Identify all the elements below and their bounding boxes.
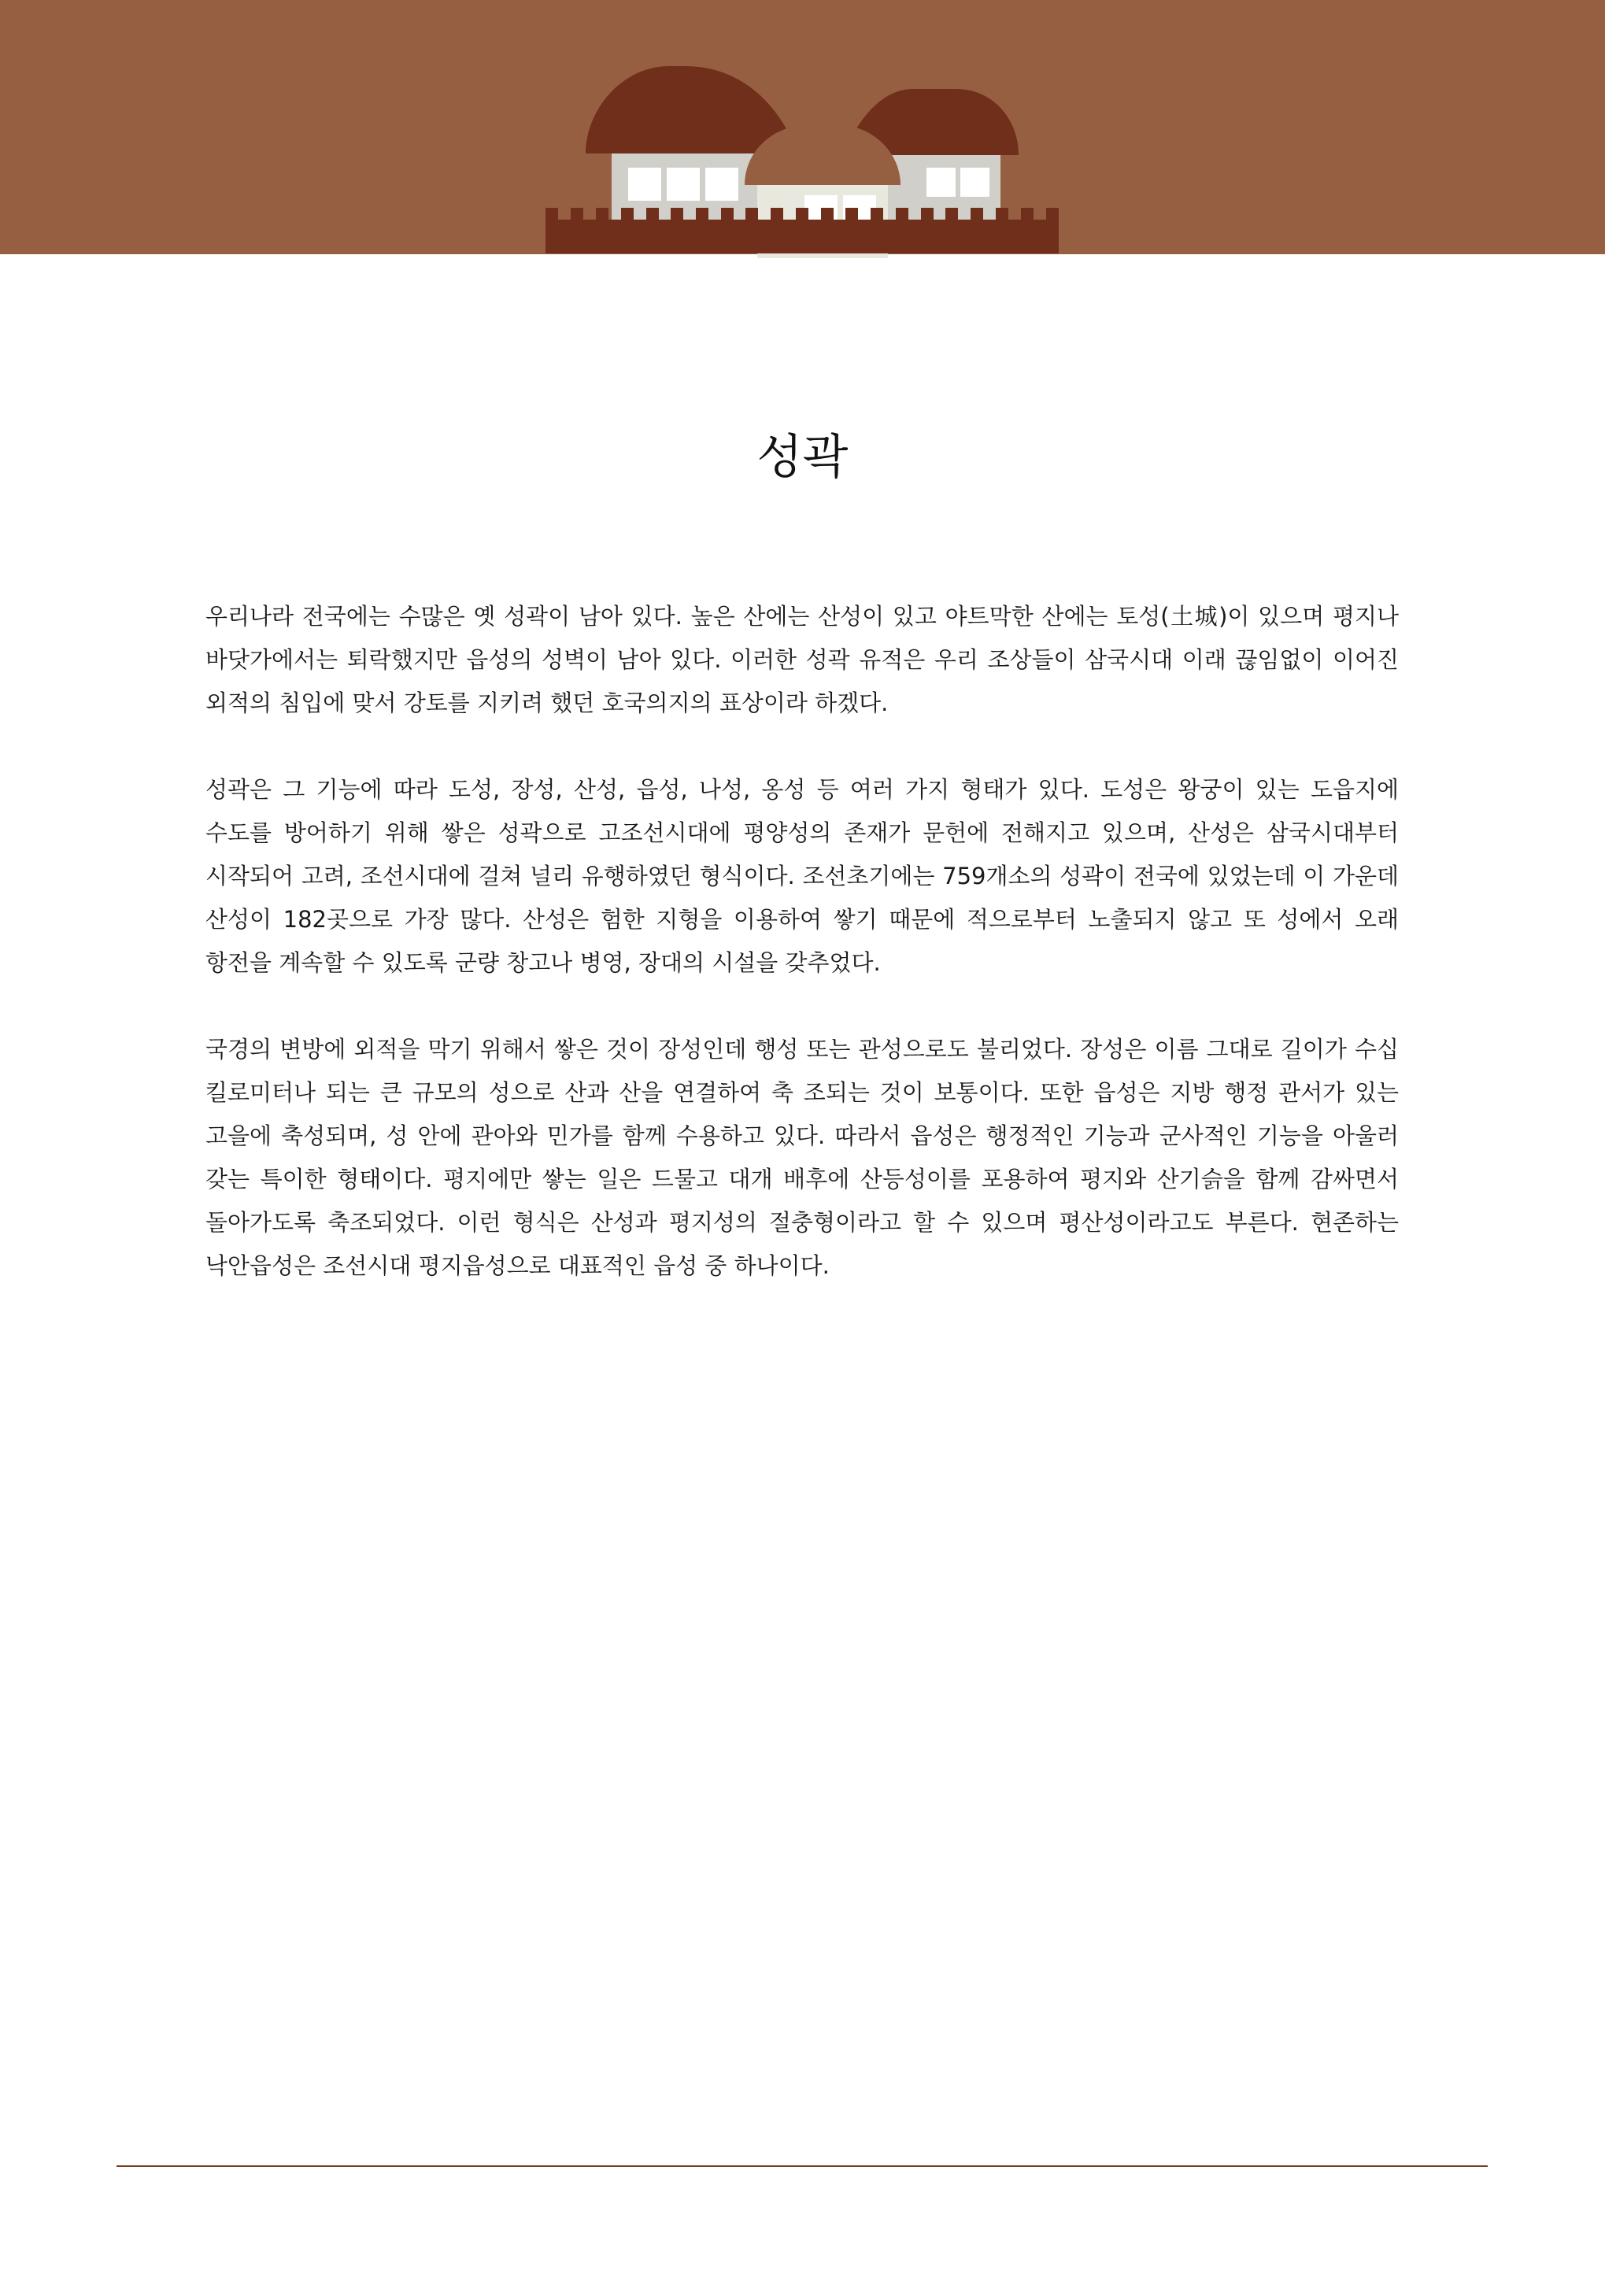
header-banner [0,0,1605,254]
footer-divider [116,2165,1488,2167]
paragraph: 성곽은 그 기능에 따라 도성, 장성, 산성, 읍성, 나성, 옹성 등 여러 가지 형태가 있다. 도성은 왕궁이 있는 도읍지에 수도를 방어하기 위해 쌓은 성곽으로 고조선시대에 평양성의 존재가 문헌에 전해지고 있으며, 산성은 삼국시대부터 시작되어 고려, 조선시대에 걸쳐 널리 유행하였던 형식이다. 조선초기에는 759개소의 성곽이 전국에 있었는데 이 가운데 산성이 182곳으로 가장 많다. 산성은 험한 지형을 이용하여 쌓기 때문에 적으로부터 노출되지 않고 또 성에서 오래 항전을 계속할 수 있도록 군량 창고나 병영, 장대의 시설을 갖추었다. [205,776,1399,976]
fortress-illustration-icon [0,0,1605,260]
page-title: 성곽 [756,430,849,485]
paragraph: 우리나라 전국에는 수많은 옛 성곽이 남아 있다. 높은 산에는 산성이 있고 야트막한 산에는 토성(土城)이 있으며 평지나 바닷가에서는 퇴락했지만 읍성의 성벽이 남아 있다. 이러한 성곽 유적은 우리 조상들이 삼국시대 이래 끊임없이 이어진 외적의 침입에 맞서 강토를 지키려 했던 호국의지의 표상이라 하겠다. [205,603,1399,716]
document-body [205,595,1399,1331]
paragraph: 국경의 변방에 외적을 막기 위해서 쌓은 것이 장성인데 행성 또는 관성으로도 불리었다. 장성은 이름 그대로 길이가 수십 킬로미터나 되는 큰 규모의 성으로 산과 산을 연결하여 축 조되는 것이 보통이다. 또한 읍성은 지방 행정 관서가 있는 고을에 축성되며, 성 안에 관아와 민가를 함께 수용하고 있다. 따라서 읍성은 행정적인 기능과 군사적인 기능을 아울러 갖는 특이한 형태이다. 평지에만 쌓는 일은 드물고 대개 배후에 산등성이를 포용하여 평지와 산기슭을 함께 감싸면서 돌아가도록 축조되었다. 이런 형식은 산성과 평지성의 절충형이라고 할 수 있으며 평산성이라고도 부른다. 현존하는 낙안읍성은 조선시대 평지읍성으로 대표적인 읍성 중 하나이다. [205,1036,1399,1279]
